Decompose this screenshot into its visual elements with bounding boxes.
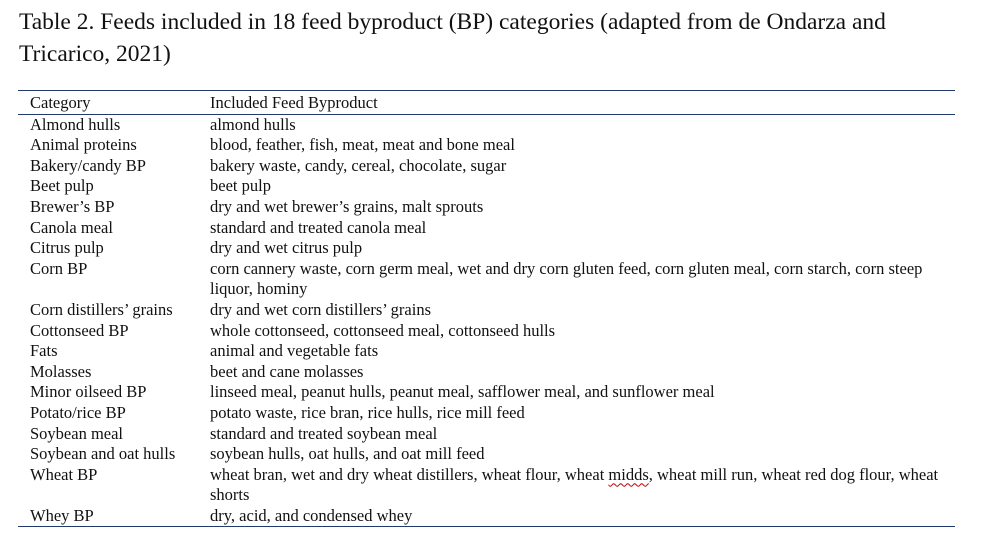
table-header-row bbox=[18, 91, 955, 115]
row-feeds: dry, acid, and condensed whey bbox=[210, 506, 955, 527]
caption-line-1: Table 2. Feeds included in 18 feed byproduct (BP) categories (adapted from de Ondarza and bbox=[19, 9, 886, 35]
table-row bbox=[18, 424, 955, 445]
row-feeds: standard and treated soybean meal bbox=[210, 423, 438, 443]
table-row bbox=[18, 238, 955, 259]
row-category: Corn distillers’ grains bbox=[30, 299, 173, 319]
table-caption bbox=[19, 6, 959, 70]
row-category: Beet pulp bbox=[30, 176, 94, 196]
table-row bbox=[18, 341, 955, 362]
row-category: Whey BP bbox=[18, 506, 210, 527]
row-feeds: dry and wet citrus pulp bbox=[210, 238, 363, 258]
row-category: Brewer’s BP bbox=[30, 196, 115, 216]
row-category: Wheat BP bbox=[30, 464, 98, 484]
row-feeds: soybean hulls, oat hulls, and oat mill feed bbox=[210, 444, 485, 464]
feed-byproduct-table-container bbox=[18, 90, 955, 527]
row-category: Canola meal bbox=[30, 217, 113, 237]
table-row bbox=[18, 156, 955, 177]
table-row bbox=[18, 382, 955, 403]
row-feeds: dry and wet corn distillers’ grains bbox=[210, 299, 432, 319]
table-row bbox=[18, 114, 955, 135]
table-row bbox=[18, 176, 955, 197]
table-row bbox=[18, 300, 955, 321]
row-feeds: whole cottonseed, cottonseed meal, cottonseed hulls bbox=[210, 320, 556, 340]
row-feeds: blood, feather, fish, meat, meat and bone meal bbox=[210, 135, 515, 155]
row-feeds: beet pulp bbox=[210, 176, 271, 196]
row-feeds: beet and cane molasses bbox=[210, 361, 364, 381]
row-feeds: standard and treated canola meal bbox=[210, 217, 427, 237]
row-category: Minor oilseed BP bbox=[30, 382, 147, 402]
row-category: Almond hulls bbox=[30, 114, 121, 134]
feed-byproduct-table bbox=[18, 90, 955, 527]
row-feeds: dry and wet brewer’s grains, malt sprouts bbox=[210, 196, 484, 216]
feeds-text-part: wheat bran, wet and dry wheat distillers, wheat flour, wheat bbox=[210, 464, 609, 484]
table-row bbox=[18, 218, 955, 239]
spellcheck-flagged-word: midds bbox=[608, 464, 649, 484]
row-feeds: potato waste, rice bran, rice hulls, rice mill feed bbox=[210, 402, 525, 422]
feeds-text-part: , wheat mill run, wheat red dog flour, wheat shorts bbox=[210, 464, 939, 505]
header-category: Category bbox=[18, 91, 210, 115]
table-row bbox=[18, 506, 955, 527]
table-row bbox=[18, 362, 955, 383]
row-category: Corn BP bbox=[30, 258, 88, 278]
row-category: Soybean and oat hulls bbox=[30, 444, 176, 464]
row-category: Bakery/candy BP bbox=[30, 155, 146, 175]
row-feeds: almond hulls bbox=[210, 114, 296, 134]
table-row bbox=[18, 197, 955, 218]
row-category: Fats bbox=[30, 341, 58, 361]
row-category: Citrus pulp bbox=[30, 238, 104, 258]
row-category: Animal proteins bbox=[30, 135, 137, 155]
row-feeds: corn cannery waste, corn germ meal, wet and dry corn gluten feed, corn gluten meal, corn starch, corn steep liquor, hominy bbox=[210, 258, 923, 299]
row-category: Soybean meal bbox=[30, 423, 124, 443]
row-category: Molasses bbox=[30, 361, 92, 381]
row-category: Cottonseed BP bbox=[30, 320, 129, 340]
row-feeds: linseed meal, peanut hulls, peanut meal, safflower meal, and sunflower meal bbox=[210, 382, 715, 402]
header-included-feed-byproduct: Included Feed Byproduct bbox=[210, 91, 955, 115]
table-row bbox=[18, 403, 955, 424]
row-feeds bbox=[210, 465, 955, 506]
table-row bbox=[18, 321, 955, 342]
row-category: Potato/rice BP bbox=[30, 402, 126, 422]
row-feeds: animal and vegetable fats bbox=[210, 341, 379, 361]
table-row bbox=[18, 135, 955, 156]
table-row bbox=[18, 444, 955, 465]
table-row bbox=[18, 465, 955, 506]
table-row bbox=[18, 259, 955, 300]
caption-line-2: Tricarico, 2021) bbox=[19, 41, 171, 67]
row-feeds: bakery waste, candy, cereal, chocolate, sugar bbox=[210, 155, 507, 175]
